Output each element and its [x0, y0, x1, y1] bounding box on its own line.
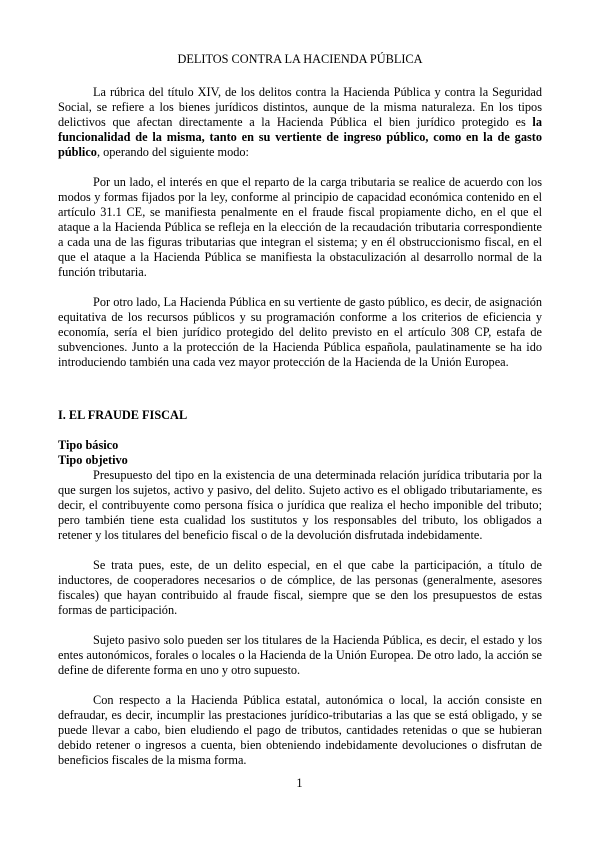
paragraph-action: Con respecto a la Hacienda Pública estatal, autonómica o local, la acción consiste en defraudar, es decir, incumplir las prestaciones jurídico-tributarias a las que se está obligado, y se puede llevar a cabo, bien eludiendo el pago de tributos, cantidades retenidas o que se hubieran debido retener o ingresos a cuenta, bien obteniendo indebidamente devoluciones o disfrutan de beneficios fiscales de la misma forma. [58, 693, 542, 767]
intro-text-part2: , operando del siguiente modo: [96, 145, 249, 159]
document-body [58, 52, 542, 768]
paragraph-income: Por un lado, el interés en que el reparto de la carga tributaria se realice de acuerdo con los modos y formas fijados por la ley, conforme al principio de capacidad económica contenido en el artículo 31.1 CE, se manifiesta penalmente en el fraude fiscal propiamente dicho, en el que el ataque a la Hacienda Pública se refleja en la elección de la recaudación tributaria correspondiente a cada una de las figuras tributarias que integran el sistema; y en él obstruccionismo fiscal, en el que el ataque a la Hacienda Pública se manifiesta la obstaculización al desarrollo normal de la función tributaria. [58, 175, 542, 279]
document-title: DELITOS CONTRA LA HACIENDA PÚBLICA [177, 52, 423, 66]
subheading-tipo-objetivo: Tipo objetivo [58, 453, 128, 467]
paragraph-expenditure: Por otro lado, La Hacienda Pública en su vertiente de gasto público, es decir, de asignación equitativa de los recursos públicos y su programación conforme a los criterios de eficiencia y economía, sería el bien jurídico protegido del delito previsto en el artículo 308 CP, estafa de subvenciones. Junto a la protección de la Hacienda Pública española, paulatinamente se ha ido introduciendo también una cada vez mayor protección de la Hacienda de la Unión Europea. [58, 295, 542, 369]
page-number: 1 [296, 776, 303, 790]
intro-text-part1: La rúbrica del título XIV, de los delitos contra la Hacienda Pública y contra la Seguridad Social, se refiere a los bienes jurídicos distintos, aunque de la misma naturaleza. En los tipos delictivos que afectan directamente a la Hacienda Pública el bien jurídico protegido es [58, 85, 542, 129]
subheading-tipo-basico: Tipo básico [58, 438, 119, 452]
paragraph-special-crime: Se trata pues, este, de un delito especial, en el que cabe la participación, a título de inductores, de cooperadores necesarios o de cómplice, de las personas (generalmente, asesores fiscales) que hayan contribuido al fraude fiscal, siempre que se den los presupuestos de estas formas de participación. [58, 558, 542, 617]
intro-paragraph [58, 85, 542, 160]
paragraph-passive-subject: Sujeto pasivo solo pueden ser los titulares de la Hacienda Pública, es decir, el estado y los entes autonómicos, forales o locales o la Hacienda de la Unión Europea. De otro lado, la acción se define de diferente forma en uno y otro supuesto. [58, 633, 542, 677]
section-heading: I. EL FRAUDE FISCAL [58, 408, 188, 422]
paragraph-subjects: Presupuesto del tipo en la existencia de una determinada relación jurídica tributaria por la que surgen los sujetos, activo y pasivo, del delito. Sujeto activo es el obligado tributariamente, es decir, el contribuyente como persona física o jurídica que realiza el hecho imponible del tributo; pero también tiene esta cualidad los sustitutos y los responsables del tributo, los obligados a retener y los titulares del beneficio fiscal o de la devolución disfrutada indebidamente. [58, 468, 542, 542]
intro-bold-text: la funcionalidad de la misma, tanto en su vertiente de ingreso público, como en la de gasto público [58, 115, 542, 159]
